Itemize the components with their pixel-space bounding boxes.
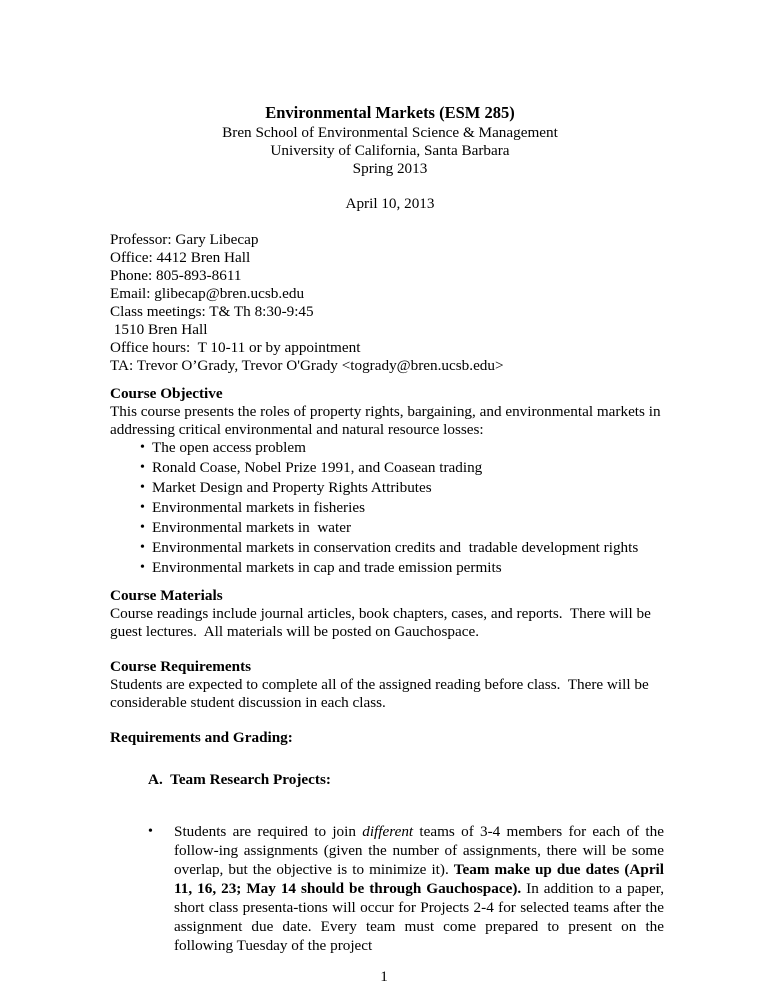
requirements-text-line-2: considerable student discussion in each class.	[110, 694, 386, 711]
team-projects-heading: A. Team Research Projects:	[148, 771, 331, 788]
grading-heading: Requirements and Grading:	[110, 729, 293, 746]
objective-item: • Environmental markets in water	[110, 518, 638, 538]
team-text-1: Students are required to join	[174, 823, 363, 840]
team-text-2: teams of 3-4 members for each of the follow-ing assignments (given the number of assignments, there will be some overlap, but the objective is to minimize it).	[174, 823, 664, 878]
objective-text-line-2: addressing critical environmental and natural resource losses:	[110, 421, 484, 438]
bullet-icon: •	[148, 824, 153, 839]
class-meetings: Class meetings: T& Th 8:30-9:45	[110, 303, 314, 320]
materials-heading: Course Materials	[110, 587, 223, 604]
page-number: 1	[380, 968, 388, 985]
team-text-3: In addition to a paper, short class presenta-tions will occur for Projects 2-4 for selected teams after the assignment due date. Every team must come prepared to present on the following Tuesday of the project	[174, 880, 664, 954]
objective-list	[110, 438, 638, 578]
team-text-italic: different	[362, 823, 414, 840]
requirements-text-line-1: Students are expected to complete all of the assigned reading before class. There will be	[110, 676, 649, 693]
materials-text-line-1: Course readings include journal articles, book chapters, cases, and reports. There will be	[110, 605, 651, 622]
team-projects-paragraph	[174, 822, 664, 955]
term: Spring 2013	[352, 160, 428, 177]
document-date: April 10, 2013	[345, 195, 435, 212]
objective-item: • Environmental markets in conservation credits and tradable development rights	[110, 538, 638, 558]
office-hours: Office hours: T 10-11 or by appointment	[110, 339, 361, 356]
materials-text-line-2: guest lectures. All materials will be posted on Gauchospace.	[110, 623, 480, 640]
phone: Phone: 805-893-8611	[110, 267, 242, 284]
objective-item: • The open access problem	[110, 438, 638, 458]
requirements-heading: Course Requirements	[110, 658, 252, 675]
objective-heading: Course Objective	[110, 385, 223, 402]
university-name: University of California, Santa Barbara	[270, 142, 510, 159]
document-title: Environmental Markets (ESM 285)	[265, 103, 515, 122]
objective-item: • Environmental markets in fisheries	[110, 498, 638, 518]
office: Office: 4412 Bren Hall	[110, 249, 251, 266]
objective-item: • Ronald Coase, Nobel Prize 1991, and Coasean trading	[110, 458, 638, 478]
email: Email: glibecap@bren.ucsb.edu	[110, 285, 305, 302]
objective-item: • Market Design and Property Rights Attributes	[110, 478, 638, 498]
objective-text-line-1: This course presents the roles of property rights, bargaining, and environmental markets in	[110, 403, 661, 420]
teaching-assistant: TA: Trevor O’Grady, Trevor O'Grady <togrady@bren.ucsb.edu>	[110, 357, 504, 374]
school-name: Bren School of Environmental Science & Management	[222, 124, 558, 141]
room: 1510 Bren Hall	[110, 321, 208, 338]
objective-item: • Environmental markets in cap and trade emission permits	[110, 558, 638, 578]
professor: Professor: Gary Libecap	[110, 231, 259, 248]
team-due-dates: Team make up due dates (April 11, 16, 23; May 14 should be through Gauchospace).	[174, 861, 664, 897]
